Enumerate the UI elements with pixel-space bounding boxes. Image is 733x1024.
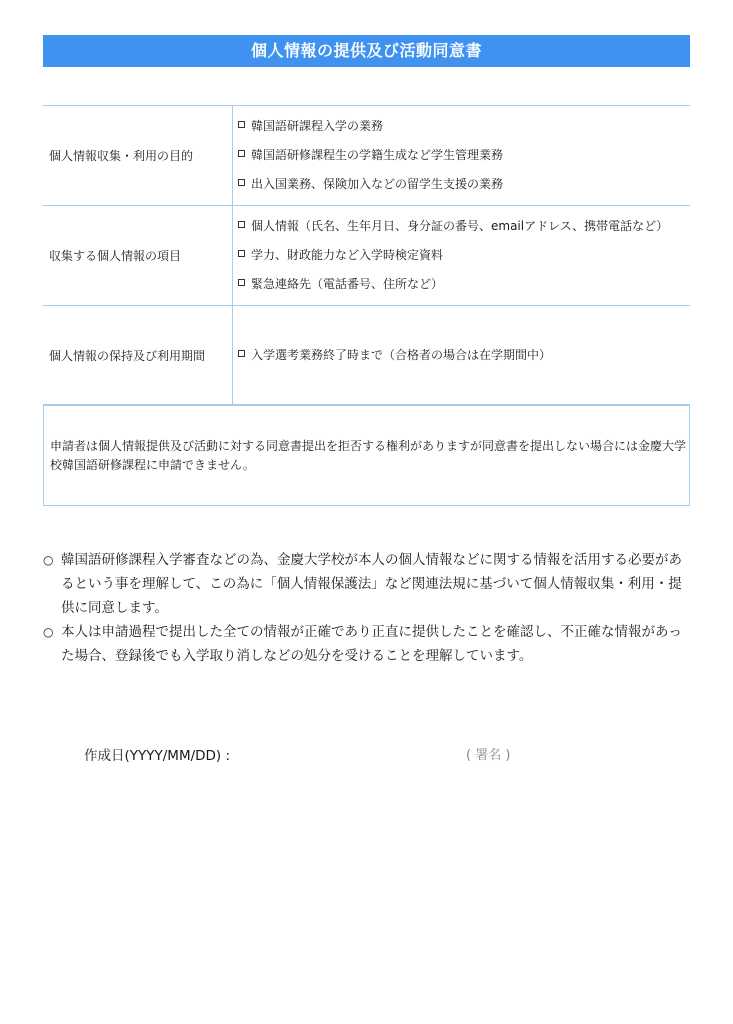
row-content — [233, 306, 691, 405]
list-item: 学力、財政能力など入学時検定資料 — [238, 241, 690, 270]
notice-box — [43, 405, 690, 506]
row-label: 個人情報の保持及び利用期間 — [43, 306, 233, 405]
row-label: 個人情報収集・利用の目的 — [43, 106, 233, 206]
list-item: 緊急連絡先（電話番号、住所など） — [238, 270, 690, 299]
circle-bullet-icon: ○ — [43, 625, 54, 639]
square-bullet-icon — [238, 179, 245, 186]
consent-item: ○ 本人は申請過程で提出した全ての情報が正確であり正直に提供したことを確認し、不正確な情報があった場合、登録後でも入学取り消しなどの処分を受けることを理解しています。 — [43, 620, 693, 668]
consent-list — [43, 548, 693, 668]
square-bullet-icon — [238, 221, 245, 228]
list-item: 個人情報（氏名、生年月日、身分証の番号、emailアドレス、携帯電話など） — [238, 212, 690, 241]
table-row-items — [43, 206, 690, 306]
consent-item: ○ 韓国語研修課程入学審査などの為、金慶大学校が本人の個人情報などに関する情報を活用する必要があるという事を理解して、この為に「個人情報保護法」など関連法規に基づいて個人情報収集・利用・提供に同意します。 — [43, 548, 693, 620]
square-bullet-icon — [238, 150, 245, 157]
row-content — [233, 206, 691, 306]
square-bullet-icon — [238, 121, 245, 128]
list-item: 入学選考業務終了時まで（合格者の場合は在学期間中） — [238, 341, 690, 370]
table-row-purpose — [43, 106, 690, 206]
square-bullet-icon — [238, 250, 245, 257]
list-item: 出入国業務、保険加入などの留学生支援の業務 — [238, 170, 690, 199]
page-title: 個人情報の提供及び活動同意書 — [43, 35, 690, 67]
info-table — [43, 105, 690, 405]
row-label: 収集する個人情報の項目 — [43, 206, 233, 306]
list-item: 韓国語研課程入学の業務 — [238, 112, 690, 141]
circle-bullet-icon: ○ — [43, 553, 54, 567]
square-bullet-icon — [238, 279, 245, 286]
signature-label: ( 署名 ) — [466, 748, 511, 763]
square-bullet-icon — [238, 350, 245, 357]
list-item: 韓国語研修課程生の学籍生成など学生管理業務 — [238, 141, 690, 170]
table-row-period — [43, 306, 690, 405]
notice-text: 申請者は個人情報提供及び活動に対する同意書提出を拒否する権利がありますが同意書を提出しない場合には金慶大学校韓国語研修課程に申請できません。 — [50, 439, 687, 472]
date-label: 作成日(YYYY/MM/DD) : — [84, 748, 231, 764]
row-content — [233, 106, 691, 206]
